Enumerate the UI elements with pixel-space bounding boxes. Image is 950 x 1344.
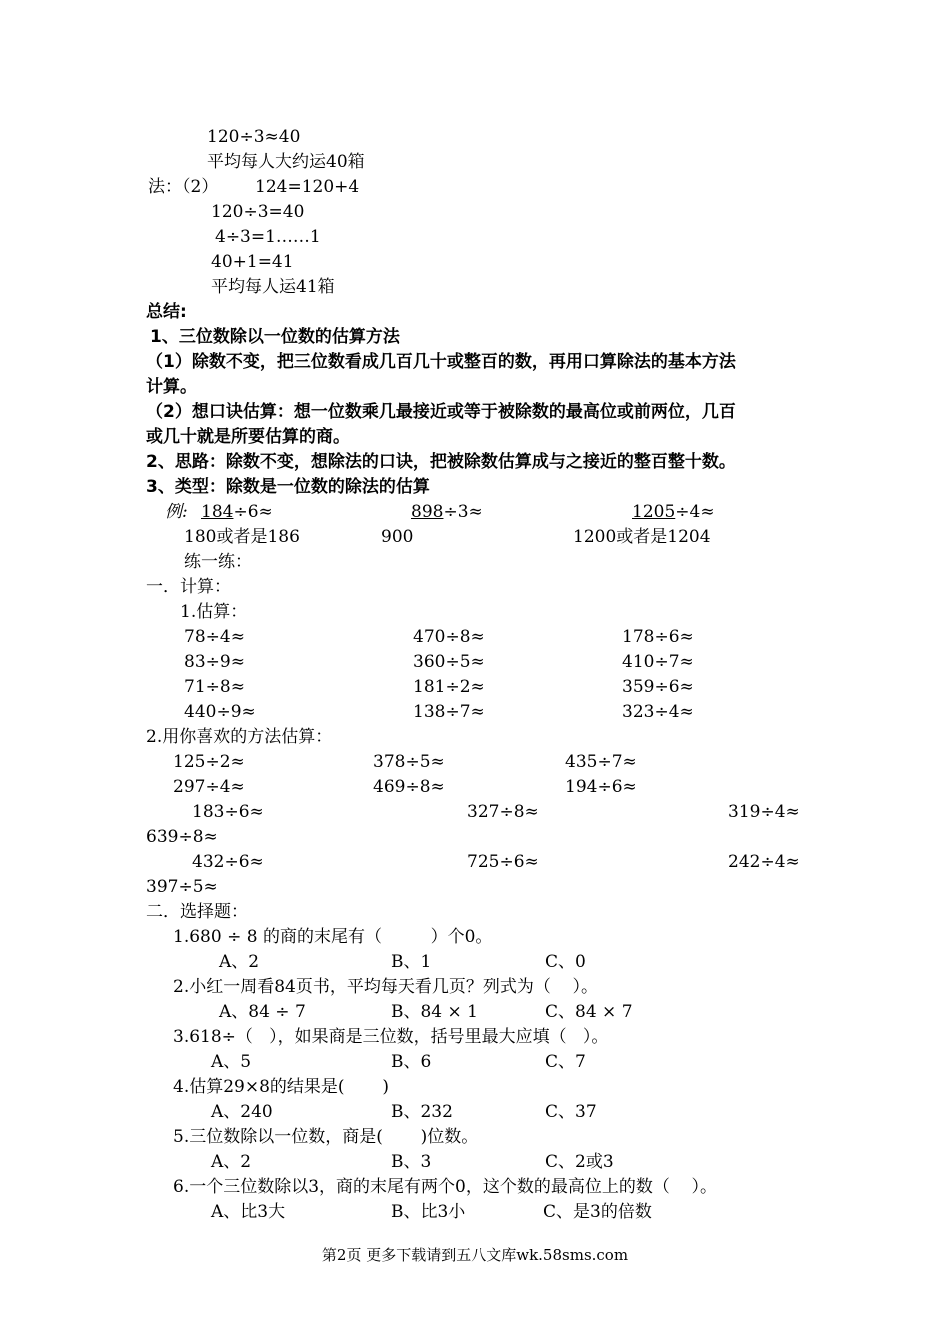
choice-option: A、2 <box>219 952 260 972</box>
estimate-item: 440÷9≈ <box>184 702 256 722</box>
choice-option: B、6 <box>391 1052 432 1072</box>
estimate-item: 319÷4≈ <box>728 802 800 822</box>
practice-title: 练一练： <box>184 552 252 572</box>
example-label: 例: <box>165 502 188 522</box>
choice-option: B、3 <box>391 1152 432 1172</box>
choice-question-4: 4.估算29×8的结果是( ) <box>173 1077 390 1097</box>
sol2-line-3: 4÷3=1……1 <box>215 227 321 247</box>
estimate-item: 360÷5≈ <box>413 652 485 672</box>
page-footer: 第2页 更多下载请到五八文库wk.58sms.com <box>321 1246 629 1264</box>
example-3-op: ÷4≈ <box>675 502 715 522</box>
example-item-1 <box>201 500 273 524</box>
choice-question-2: 2.小红一周看84页书，平均每天看几页？列式为（ ）。 <box>173 977 598 997</box>
estimate-item: 242÷4≈ <box>728 852 800 872</box>
estimate-item: 181÷2≈ <box>413 677 485 697</box>
estimate-item: 297÷4≈ <box>173 777 245 797</box>
estimate-item: 432÷6≈ <box>192 852 264 872</box>
estimate-item: 435÷7≈ <box>565 752 637 772</box>
choice-option: B、232 <box>391 1102 453 1122</box>
summary-point-2a: （1）除数不变，把三位数看成几百几十或整百的数，再用口算除法的基本方法 <box>146 352 736 372</box>
example-answer-2: 900 <box>381 527 414 547</box>
sol1-line-2: 平均每人大约运40箱 <box>207 152 365 172</box>
sol2-line-1: 124=120+4 <box>255 177 360 197</box>
example-2-number: 898 <box>411 502 444 522</box>
section-2-heading: 二．选择题： <box>146 902 248 922</box>
summary-point-4: 2、思路：除数不变，想除法的口诀，把被除数估算成与之接近的整百整十数。 <box>146 452 736 472</box>
sol2-line-4: 40+1=41 <box>211 252 294 272</box>
estimate-item: 378÷5≈ <box>373 752 445 772</box>
section-1-heading: 一．计算： <box>146 577 231 597</box>
estimate-item: 470÷8≈ <box>413 627 485 647</box>
example-answer-1: 180或者是186 <box>184 527 300 547</box>
estimate-item: 359÷6≈ <box>622 677 694 697</box>
choice-option: B、84 × 1 <box>391 1002 478 1022</box>
choice-option: C、37 <box>545 1102 597 1122</box>
choice-option: B、1 <box>391 952 432 972</box>
example-2-op: ÷3≈ <box>443 502 483 522</box>
estimate-item: 83÷9≈ <box>184 652 245 672</box>
choice-option: C、7 <box>545 1052 586 1072</box>
choice-option: A、比3大 <box>211 1202 286 1222</box>
estimate-item: 323÷4≈ <box>622 702 694 722</box>
choice-option: C、84 × 7 <box>545 1002 633 1022</box>
estimate-item: 327÷8≈ <box>467 802 539 822</box>
example-answer-3: 1200或者是1204 <box>573 527 711 547</box>
choice-option: A、5 <box>211 1052 252 1072</box>
estimate-item: 410÷7≈ <box>622 652 694 672</box>
choice-question-6: 6.一个三位数除以3，商的末尾有两个0，这个数的最高位上的数（ ）。 <box>173 1177 717 1197</box>
estimate-item: 194÷6≈ <box>565 777 637 797</box>
choice-question-3: 3.618÷（ ），如果商是三位数，括号里最大应填（ ）。 <box>173 1027 609 1047</box>
estimate-item: 138÷7≈ <box>413 702 485 722</box>
example-1-op: ÷6≈ <box>233 502 273 522</box>
summary-point-3a: （2）想口诀估算：想一位数乘几最接近或等于被除数的最高位或前两位，几百 <box>146 402 736 422</box>
sol1-line-1: 120÷3≈40 <box>207 127 301 147</box>
estimate-item: 183÷6≈ <box>192 802 264 822</box>
estimate-item: 178÷6≈ <box>622 627 694 647</box>
estimate-item: 78÷4≈ <box>184 627 245 647</box>
summary-point-5: 3、类型：除数是一位数的除法的估算 <box>146 477 430 497</box>
example-1-number: 184 <box>201 502 234 522</box>
summary-heading: 总结: <box>146 302 187 322</box>
choice-option: A、84 ÷ 7 <box>219 1002 306 1022</box>
estimate-item: 639÷8≈ <box>146 827 218 847</box>
estimate-item: 469÷8≈ <box>373 777 445 797</box>
sol2-label: 法：（2） <box>148 177 219 197</box>
summary-point-2b: 计算。 <box>146 377 197 397</box>
summary-point-3b: 或几十就是所要估算的商。 <box>146 427 350 447</box>
example-item-2 <box>411 500 483 524</box>
estimate-item: 71÷8≈ <box>184 677 245 697</box>
sol2-line-5: 平均每人运41箱 <box>211 277 335 297</box>
choice-option: B、比3小 <box>391 1202 466 1222</box>
choice-question-5: 5.三位数除以一位数，商是( )位数。 <box>173 1127 479 1147</box>
question-1-heading: 1.估算： <box>180 602 248 622</box>
estimate-item: 397÷5≈ <box>146 877 218 897</box>
choice-option: A、2 <box>211 1152 252 1172</box>
choice-option: C、2或3 <box>545 1152 614 1172</box>
estimate-item: 125÷2≈ <box>173 752 245 772</box>
sol2-line-2: 120÷3=40 <box>211 202 305 222</box>
example-item-3 <box>632 500 715 524</box>
question-2-heading: 2.用你喜欢的方法估算： <box>146 727 333 747</box>
choice-option: C、0 <box>545 952 586 972</box>
estimate-item: 725÷6≈ <box>467 852 539 872</box>
choice-option: C、是3的倍数 <box>543 1202 652 1222</box>
example-3-number: 1205 <box>632 502 676 522</box>
summary-point-1: 1、三位数除以一位数的估算方法 <box>150 327 400 347</box>
choice-question-1: 1.680 ÷ 8 的商的末尾有（ ）个0。 <box>173 927 493 947</box>
choice-option: A、240 <box>211 1102 273 1122</box>
